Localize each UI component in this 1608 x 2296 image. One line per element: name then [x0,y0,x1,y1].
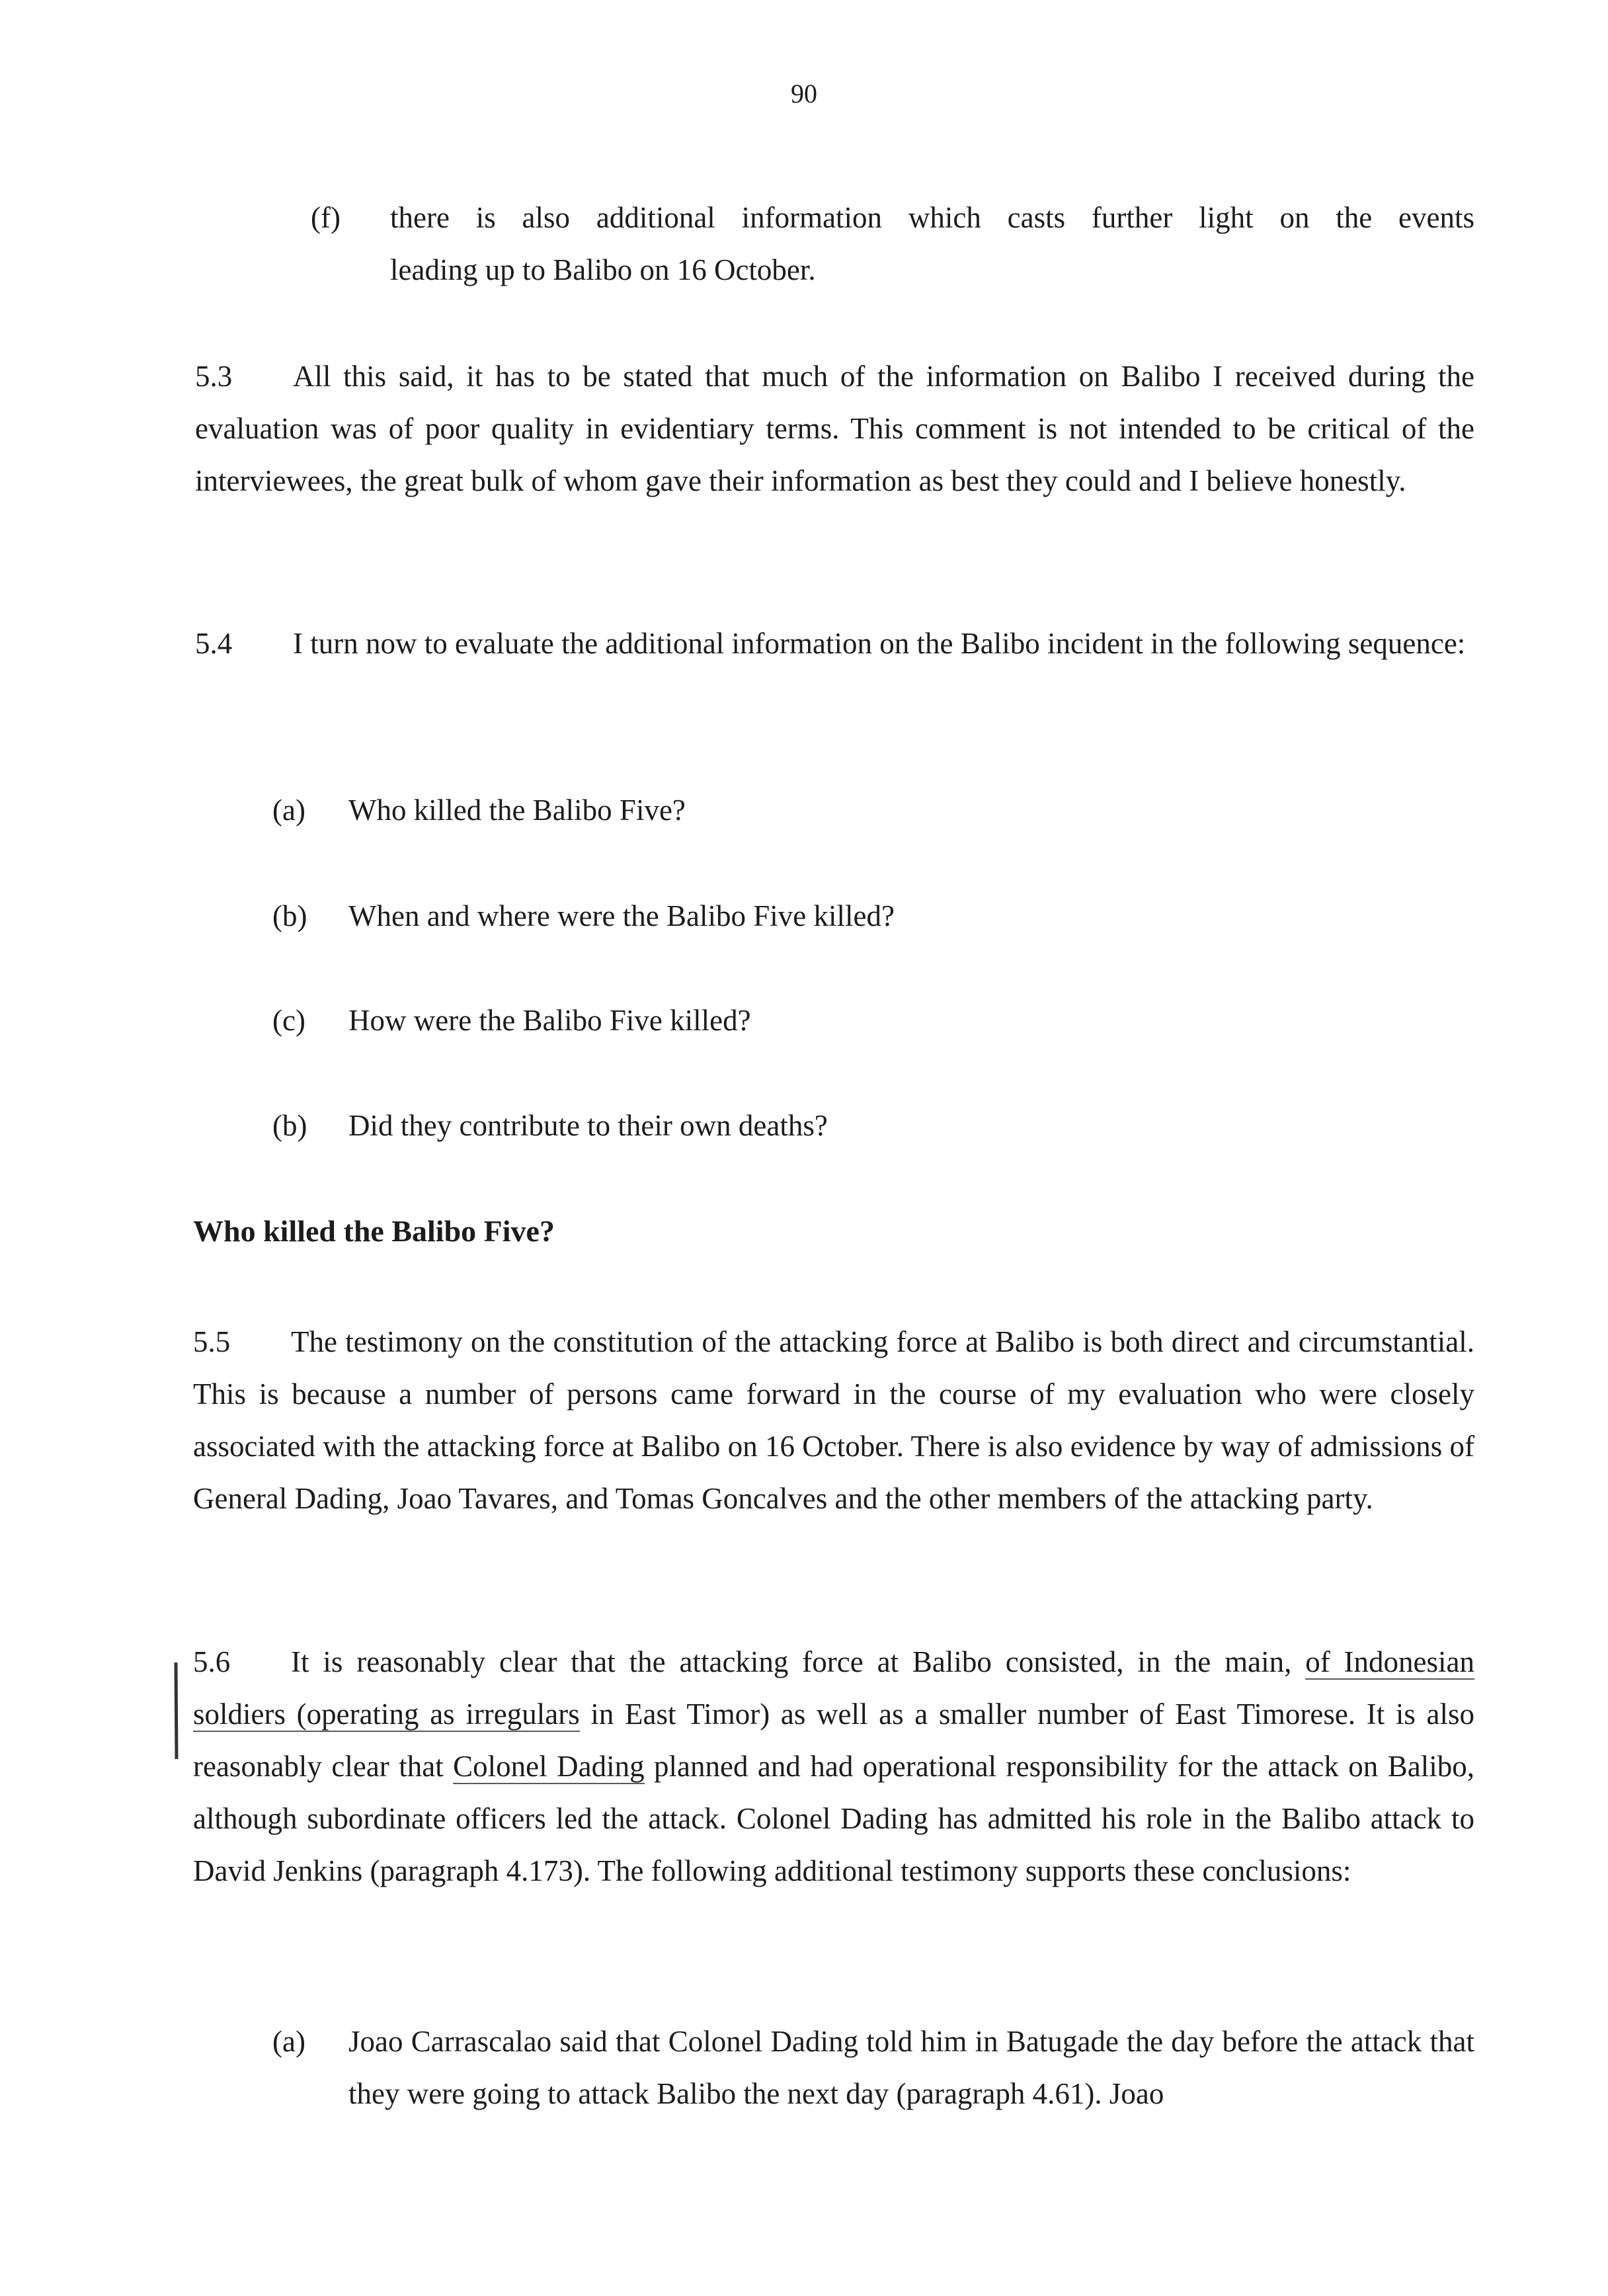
list-item-text: Did they contribute to their own deaths? [348,1109,828,1142]
handwritten-underline-text: Colonel Dading [453,1750,645,1783]
margin-bracket-mark [173,1661,179,1760]
page-number: 90 [791,79,817,108]
list-item-label: (c) [272,1004,305,1037]
paragraph-number: 5.5 [193,1325,231,1358]
section-heading: Who killed the Balibo Five? [193,1214,555,1248]
paragraph-text: I turn now to evaluate the additional information on the Balibo incident in the following sequence: [293,627,1466,660]
paragraph-number: 5.4 [195,627,233,660]
list-item-label: (f) [311,201,341,234]
list-item-f [311,192,1474,296]
list-item-label: (b) [272,1109,307,1142]
paragraph-text-part: It is reasonably clear that the attacking force at Balibo consisted, in the main, [291,1645,1306,1678]
paragraph-text-part: in East Timor) as well as a smaller number of East Timorese. It is also reasonably clear that [193,1698,1474,1783]
list-item-text: When and where were the Balibo Five killed? [348,899,895,932]
paragraph-number: 5.3 [195,360,233,393]
testimony-item-a [272,2016,1474,2120]
list-item-text-cont: leading up to Balibo on 16 October. [390,253,816,286]
paragraph-text: All this said, it has to be stated that much of the information on Balibo I received during the evaluation was of poor quality in evidentiary terms. This comment is not intended to be critical of the interviewees, the great bulk of whom gave their information as best they could and I believe honestly. [195,360,1474,497]
handwritten-underline-text: of Indonesian soldiers (operating as irregulars [193,1645,1475,1731]
paragraph-number: 5.6 [193,1645,231,1678]
sequence-item-d [272,1100,1330,1152]
paragraph-5-5 [193,1316,1474,1525]
list-item-text: Who killed the Balibo Five? [348,794,686,827]
sequence-item-b [272,890,1330,942]
paragraph-text-part: planned and had operational responsibility for the attack on Balibo, although subordinate officers led the attack. Colonel Dading has admitted his role in the Balibo attack to David Jenkins (paragraph 4.173). The following additional testimony supports these conclusions: [193,1750,1474,1887]
list-item-text: Joao Carrascalao said that Colonel Dading told him in Batugade the day before the attack that they were going to attack Balibo the next day (paragraph 4.61). Joao [348,2025,1474,2110]
paragraph-5-3 [195,350,1474,507]
list-item-text: there is also additional information which casts further light on the events [390,201,1474,234]
sequence-item-c [272,995,1330,1047]
sequence-item-a [272,784,1330,837]
list-item-text: How were the Balibo Five killed? [348,1004,751,1037]
list-item-label: (a) [272,2025,305,2058]
list-item-label: (b) [272,899,307,932]
paragraph-text: The testimony on the constitution of the attacking force at Balibo is both direct and circumstantial. This is because a number of persons came forward in the course of my evaluation who were closely associated with the attacking force at Balibo on 16 October. There is also evidence by way of admissions of General Dading, Joao Tavares, and Tomas Goncalves and the other members of the attacking party. [193,1325,1474,1515]
list-item-label: (a) [272,794,305,827]
paragraph-5-6 [193,1636,1474,1897]
paragraph-5-4 [195,618,1474,670]
